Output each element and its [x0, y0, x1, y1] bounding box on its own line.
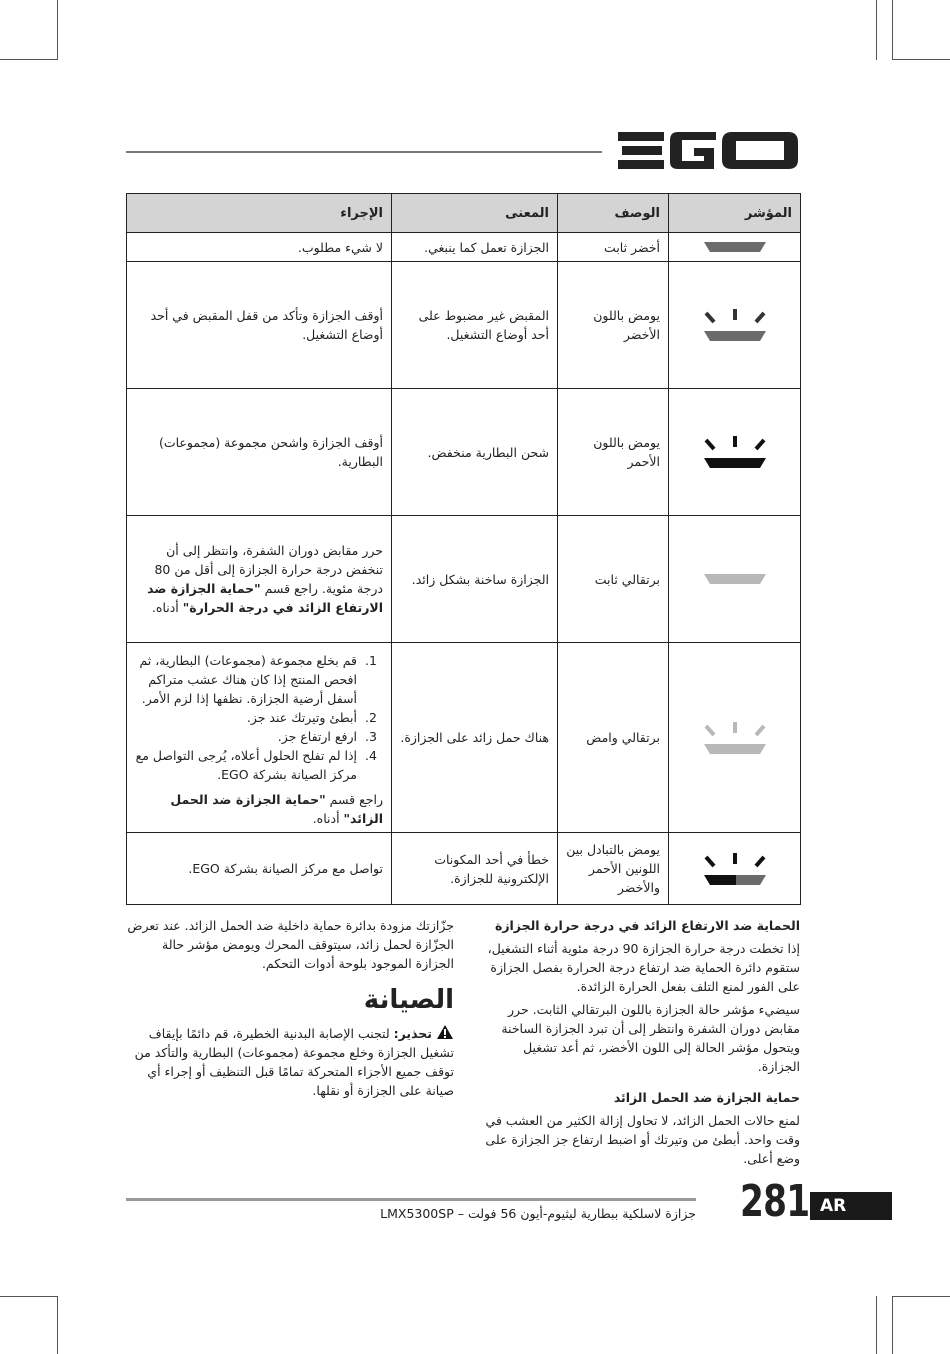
crop-mark	[892, 1296, 950, 1297]
indicator-cell	[669, 389, 801, 516]
list-item: 4. إذا لم تفلح الحلول أعلاه، يُرجى التواصل مع مركز الصيانة بشركة EGO.	[135, 746, 361, 784]
warning-paragraph: تحذير: لتجنب الإصابة البدنية الخطيرة، قم دائمًا بإيقاف تشغيل الجزازة وخلع مجموعة (مجموعات) البطارية والتأكد من توقف جميع الأجزاء المتحركة تمامًا قبل التنظيف أو إجراء أي صيانة على الجزازة أو نقلها.	[134, 1026, 454, 1098]
steady-orange-indicator-icon	[700, 572, 770, 586]
meaning-cell: المقبض غير مضبوط على أحد أوضاع التشغيل.	[392, 262, 558, 389]
table-row	[127, 233, 801, 262]
description-cell: أخضر ثابت	[558, 233, 669, 262]
table-row	[127, 389, 801, 516]
table-header-row	[127, 194, 801, 233]
action-cell	[127, 643, 392, 833]
overheat-paragraph-1: إذا تخطت درجة حرارة الجزازة 90 درجة مئوية أثناء التشغيل، ستقوم دائرة الحماية ضد ارتفاع درجة الحرارة بفصل الجزازة على الفور لمنع التلف بفعل الحرارة الزائدة.	[487, 941, 800, 994]
list-item: 3. ارفع ارتفاع جز.	[135, 727, 361, 746]
steady-green-indicator-icon	[700, 240, 770, 254]
flashing-red-indicator-icon	[700, 432, 770, 472]
action-cell: أوقف الجزازة وتأكد من قفل المقبض في أحد أوضاع التشغيل.	[127, 262, 392, 389]
description-cell: برتقالي وامض	[558, 643, 669, 833]
header-rule	[126, 151, 602, 153]
warning-icon	[436, 1024, 454, 1040]
overheat-paragraph-2: سيضيء مؤشر حالة الجزازة باللون البرتقالي الثابت. حرر مقابض دوران الشفرة وانتظر إلى أن تبرد الجزازة الساخنة ويتحول مؤشر الحالة إلى اللون الأخضر، ثم أعد تشغيل الجزازة.	[501, 1002, 800, 1074]
alternating-red-green-indicator-icon	[700, 849, 770, 889]
crop-mark	[892, 59, 950, 60]
indicator-cell	[669, 833, 801, 905]
footer-rule	[126, 1198, 696, 1201]
description-cell: يومض باللون الأحمر	[558, 389, 669, 516]
indicator-cell	[669, 233, 801, 262]
table-row	[127, 262, 801, 389]
crop-mark	[57, 0, 58, 60]
header-action: الإجراء	[127, 194, 392, 233]
indicator-cell	[669, 516, 801, 643]
header-meaning: المعنى	[392, 194, 558, 233]
action-cell: أوقف الجزازة واشحن مجموعة (مجموعات) البطارية.	[127, 389, 392, 516]
crop-mark	[892, 1296, 893, 1354]
indicator-cell	[669, 643, 801, 833]
status-indicator-table	[126, 193, 801, 905]
indicator-cell	[669, 262, 801, 389]
description-cell: يومض باللون الأخضر	[558, 262, 669, 389]
language-badge: AR	[810, 1192, 892, 1220]
action-cell: تواصل مع مركز الصيانة بشركة EGO.	[127, 833, 392, 905]
meaning-cell: الجزازة تعمل كما ينبغي.	[392, 233, 558, 262]
troubleshoot-steps	[135, 651, 383, 784]
table-row	[127, 516, 801, 643]
overload-protection-heading: حماية الجزازة ضد الحمل الزائد	[613, 1090, 800, 1105]
meaning-cell: الجزازة ساخنة بشكل زائد.	[392, 516, 558, 643]
list-item: 1. قم بخلع مجموعة (مجموعات) البطارية، ثم افحص المنتج إذا كان هناك عشب متراكم أسفل أرضية الجزازة. نظفها إذا لزم الأمر.	[135, 651, 361, 708]
flashing-green-indicator-icon	[700, 305, 770, 345]
steps-note: راجع قسم "حماية الجزازة ضد الحمل الزائد" أدناه.	[170, 792, 383, 826]
flashing-orange-indicator-icon	[700, 718, 770, 758]
action-cell: حرر مقابض دوران الشفرة، وانتظر إلى أن تنخفض درجة حرارة الجزازة إلى أقل من 80 درجة مئوية. راجع قسم "حماية الجزازة ضد الارتفاع الزائد في درجة الحرارة" أدناه.	[127, 516, 392, 643]
right-column	[478, 916, 800, 1172]
table-row	[127, 833, 801, 905]
ego-logo	[616, 128, 800, 174]
left-column	[126, 916, 454, 1104]
meaning-cell: شحن البطارية منخفض.	[392, 389, 558, 516]
meaning-cell: خطأ في أحد المكونات الإلكترونية للجزازة.	[392, 833, 558, 905]
description-cell: يومض بالتبادل بين اللونين الأحمر والأخضر	[558, 833, 669, 905]
maintenance-heading: الصيانة	[363, 985, 454, 1015]
footer-product-name: جزازة لاسلكية ببطارية ليثيوم-أيون 56 فولت – LMX5300SP	[380, 1206, 696, 1221]
header-description: الوصف	[558, 194, 669, 233]
crop-mark	[57, 1296, 58, 1354]
overload-circuit-paragraph: جزّازتك مزودة بدائرة حماية داخلية ضد الحمل الزائد. عند تعرض الجزّازة لحمل زائد، سيتوقف المحرك ويومض مؤشر حالة الجزازة الموجود بلوحة أدوات التحكم.	[127, 918, 454, 971]
header-indicator: المؤشر	[669, 194, 801, 233]
crop-mark	[0, 1296, 58, 1297]
crop-mark	[892, 0, 893, 60]
overload-paragraph: لمنع حالات الحمل الزائد، لا تحاول إزالة الكثير من العشب في وقت واحد. أبطئ من وتيرتك أو اضبط ارتفاع جز الجزازة على وضع أعلى.	[485, 1113, 800, 1166]
crop-mark	[0, 59, 58, 60]
page-number: 281	[740, 1176, 810, 1227]
crop-mark	[876, 0, 877, 60]
table-row	[127, 643, 801, 833]
list-item: 2. أبطئ وتيرتك عند جز.	[135, 708, 361, 727]
overheat-protection-heading: الحماية ضد الارتفاع الزائد في درجة حرارة الجزازة	[494, 918, 800, 933]
crop-mark	[876, 1296, 877, 1354]
description-cell: برتقالي ثابت	[558, 516, 669, 643]
meaning-cell: هناك حمل زائد على الجزازة.	[392, 643, 558, 833]
action-cell: لا شيء مطلوب.	[127, 233, 392, 262]
